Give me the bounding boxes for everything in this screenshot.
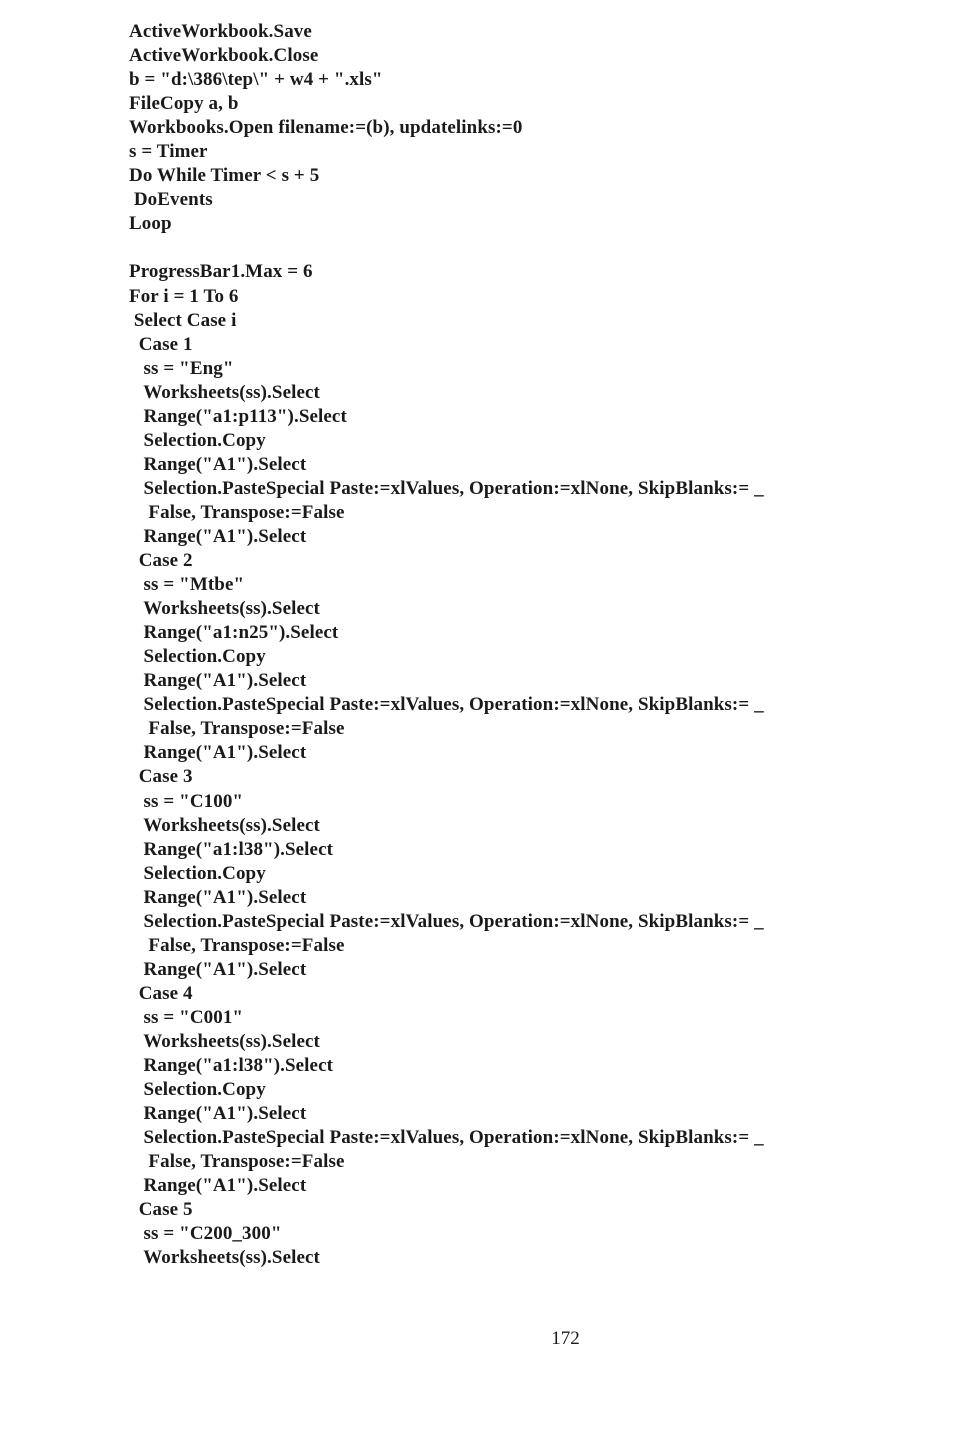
- code-line: False, Transpose:=False: [129, 1151, 345, 1173]
- code-line: ss = "Mtbe": [129, 574, 245, 596]
- code-line: Worksheets(ss).Select: [129, 814, 320, 836]
- code-line: FileCopy a, b: [129, 93, 239, 115]
- code-line: For i = 1 To 6: [129, 285, 239, 307]
- code-line: Range("A1").Select: [129, 1175, 307, 1197]
- code-line: Loop: [129, 213, 172, 235]
- code-line: ActiveWorkbook.Save: [129, 21, 312, 42]
- code-line: Range("a1:p113").Select: [129, 405, 347, 427]
- code-line: Range("a1:n25").Select: [129, 622, 339, 644]
- code-line: Selection.Copy: [129, 1079, 266, 1101]
- code-line: Range("A1").Select: [129, 742, 307, 764]
- code-line: ProgressBar1.Max = 6: [129, 261, 313, 283]
- code-line: Selection.Copy: [129, 646, 266, 668]
- page-number: 172: [551, 1328, 580, 1349]
- code-line: Selection.PasteSpecial Paste:=xlValues, Operation:=xlNone, SkipBlanks:= _: [129, 1127, 764, 1149]
- blank-line: [129, 236, 929, 260]
- code-line: Do While Timer < s + 5: [129, 165, 320, 187]
- code-line: Selection.PasteSpecial Paste:=xlValues, Operation:=xlNone, SkipBlanks:= _: [129, 477, 764, 499]
- code-line: Range("a1:l38").Select: [129, 1055, 334, 1077]
- code-line: ss = "C200_300": [129, 1223, 282, 1245]
- code-line: Workbooks.Open filename:=(b), updatelinks:=0: [129, 117, 523, 139]
- code-line: DoEvents: [129, 189, 213, 211]
- code-line: Range("A1").Select: [129, 886, 307, 908]
- code-line: Range("A1").Select: [129, 670, 307, 692]
- code-line: False, Transpose:=False: [129, 934, 345, 956]
- code-line: Selection.Copy: [129, 862, 266, 884]
- code-line: Worksheets(ss).Select: [129, 1247, 320, 1269]
- code-line: Range("A1").Select: [129, 958, 307, 980]
- code-line: Case 4: [129, 982, 193, 1004]
- code-line: Range("A1").Select: [129, 525, 307, 547]
- code-line: Case 1: [129, 333, 193, 355]
- code-line: ss = "C001": [129, 1006, 244, 1028]
- code-line: Selection.PasteSpecial Paste:=xlValues, Operation:=xlNone, SkipBlanks:= _: [129, 910, 764, 932]
- code-line: Case 2: [129, 550, 193, 572]
- code-line: Case 3: [129, 766, 193, 788]
- code-line: Selection.PasteSpecial Paste:=xlValues, Operation:=xlNone, SkipBlanks:= _: [129, 694, 764, 716]
- vba-code-block: [129, 20, 929, 1270]
- code-line: False, Transpose:=False: [129, 718, 345, 740]
- code-line: False, Transpose:=False: [129, 501, 345, 523]
- code-line: Case 5: [129, 1199, 193, 1221]
- code-line: ss = "C100": [129, 790, 244, 812]
- code-line: Selection.Copy: [129, 429, 266, 451]
- code-line: s = Timer: [129, 141, 208, 163]
- code-line: Select Case i: [129, 309, 237, 331]
- code-line: ActiveWorkbook.Close: [129, 45, 319, 67]
- code-line: Worksheets(ss).Select: [129, 1030, 320, 1052]
- code-line: Range("A1").Select: [129, 1103, 307, 1125]
- code-line: Worksheets(ss).Select: [129, 381, 320, 403]
- code-line: Range("A1").Select: [129, 453, 307, 475]
- code-line: ss = "Eng": [129, 357, 234, 379]
- code-line: Range("a1:l38").Select: [129, 838, 334, 860]
- code-line: b = "d:\386\tep\" + w4 + ".xls": [129, 69, 383, 91]
- code-line: Worksheets(ss).Select: [129, 598, 320, 620]
